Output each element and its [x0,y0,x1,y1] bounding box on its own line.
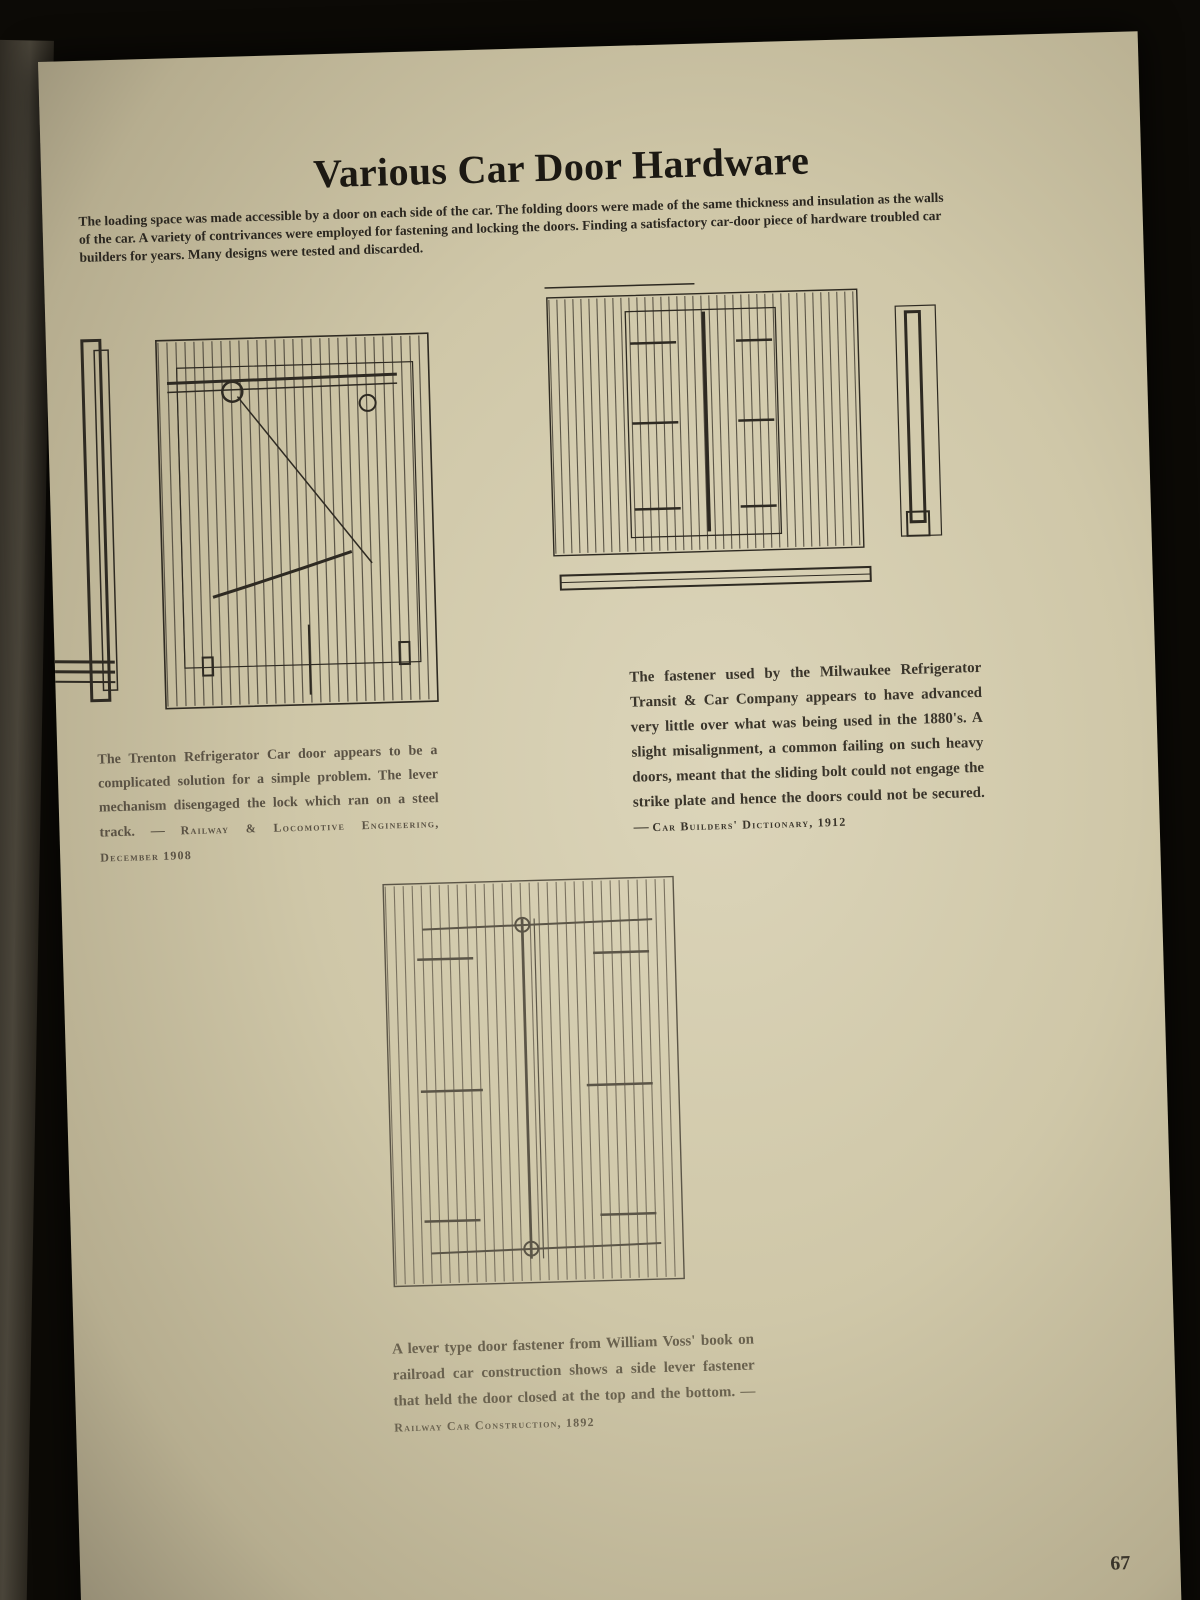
trenton-door-illustration [46,321,457,722]
page-number: 67 [1110,1552,1131,1575]
trenton-caption-text: The Trenton Refrigerator Car door appears to be a complicated solution for a simple problem. The lever mechanism disengaged the lock which ran on a steel track. — [97,743,439,841]
trenton-door-drawing [46,321,457,722]
book-page [38,31,1182,1600]
milwaukee-caption [629,656,986,841]
voss-door-illustration [381,874,692,1292]
milwaukee-door-drawing [544,274,994,646]
voss-caption [392,1327,757,1441]
trenton-caption [97,739,440,870]
voss-door-drawing [381,874,692,1292]
milwaukee-caption-source: Car Builders' Dictionary, 1912 [652,814,847,835]
intro-paragraph: The loading space was made accessible by a door on each side of the car. The folding doors were made of the same thickness and insulation as the walls of the car. A variety of contrivances were employed for fastening and locking the doors. Finding a satisfactory car-door piece of hardware troubled car builders for years. Many designs were tested and discarded. [78,189,944,265]
milwaukee-door-illustration [544,274,994,646]
page-title: Various Car Door Hardware [312,137,810,197]
milwaukee-caption-text: The fastener used by the Milwaukee Refrigerator Transit & Car Company appears to have advanced very little over what was being used in the 1880's. A slight misalignment, a common failing on such heavy doors, meant that the sliding bolt could not engage the strike plate and hence the doors could not be secured. — [629,659,985,836]
voss-caption-source: Railway Car Construction, 1892 [394,1414,595,1435]
voss-caption-text: A lever type door fastener from William Voss' book on railroad car construction shows a side lever fastener that held the door closed at the top and the bottom. — [391,1331,756,1410]
trenton-caption-source: Railway & Locomotive Engineering, December 1908 [100,816,440,865]
